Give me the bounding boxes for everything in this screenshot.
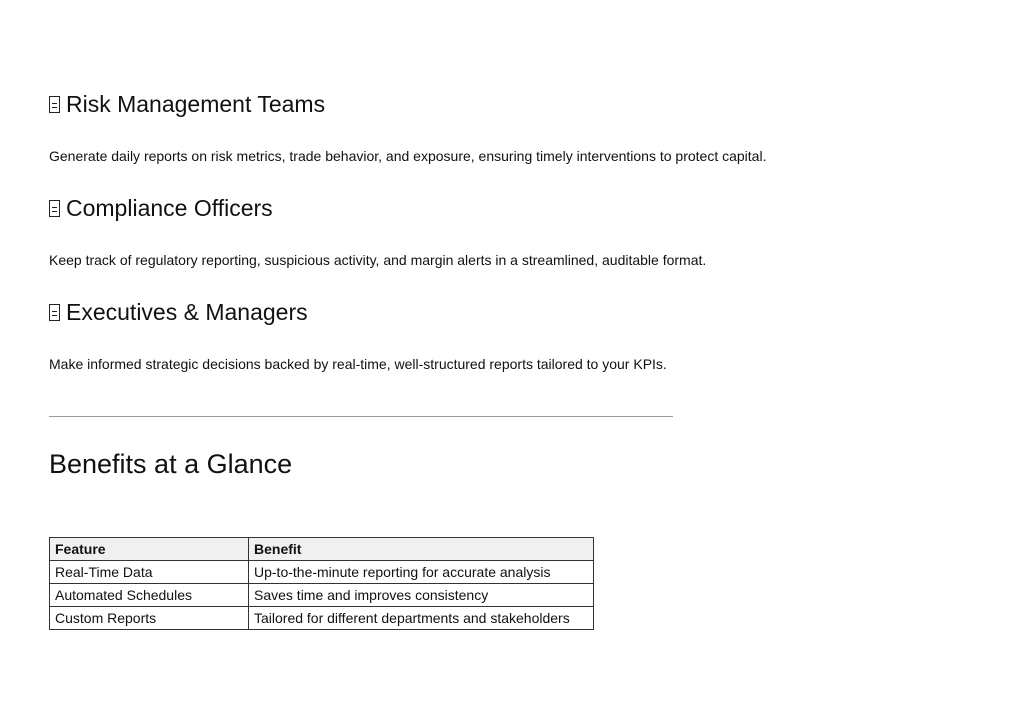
missing-glyph-icon	[49, 200, 60, 217]
table-row	[50, 584, 594, 607]
table-row	[50, 561, 594, 584]
horizontal-divider	[49, 416, 673, 417]
section-heading-compliance-officers	[49, 194, 273, 222]
column-header-feature: Feature	[50, 538, 249, 561]
table-row	[50, 607, 594, 630]
section-title: Compliance Officers	[66, 195, 273, 221]
section-text-executives-managers: Make informed strategic decisions backed by real-time, well-structured reports tailored to your KPIs.	[49, 356, 667, 372]
section-heading-risk-management	[49, 90, 325, 118]
section-text-compliance-officers: Keep track of regulatory reporting, suspicious activity, and margin alerts in a streamlined, auditable format.	[49, 252, 707, 268]
table-cell-benefit: Up-to-the-minute reporting for accurate analysis	[249, 561, 594, 584]
section-text-risk-management: Generate daily reports on risk metrics, trade behavior, and exposure, ensuring timely interventions to protect capital.	[49, 148, 767, 164]
section-title: Executives & Managers	[66, 299, 308, 325]
missing-glyph-icon	[49, 304, 60, 321]
benefits-heading: Benefits at a Glance	[49, 449, 293, 479]
table-cell-feature: Automated Schedules	[50, 584, 249, 607]
section-title: Risk Management Teams	[66, 91, 326, 117]
section-heading-executives-managers	[49, 298, 308, 326]
column-header-benefit: Benefit	[249, 538, 594, 561]
missing-glyph-icon	[49, 96, 60, 113]
benefits-table	[49, 537, 594, 630]
table-cell-feature: Custom Reports	[50, 607, 249, 630]
table-header-row	[50, 538, 594, 561]
table-cell-benefit: Tailored for different departments and stakeholders	[249, 607, 594, 630]
table-cell-benefit: Saves time and improves consistency	[249, 584, 594, 607]
table-cell-feature: Real-Time Data	[50, 561, 249, 584]
